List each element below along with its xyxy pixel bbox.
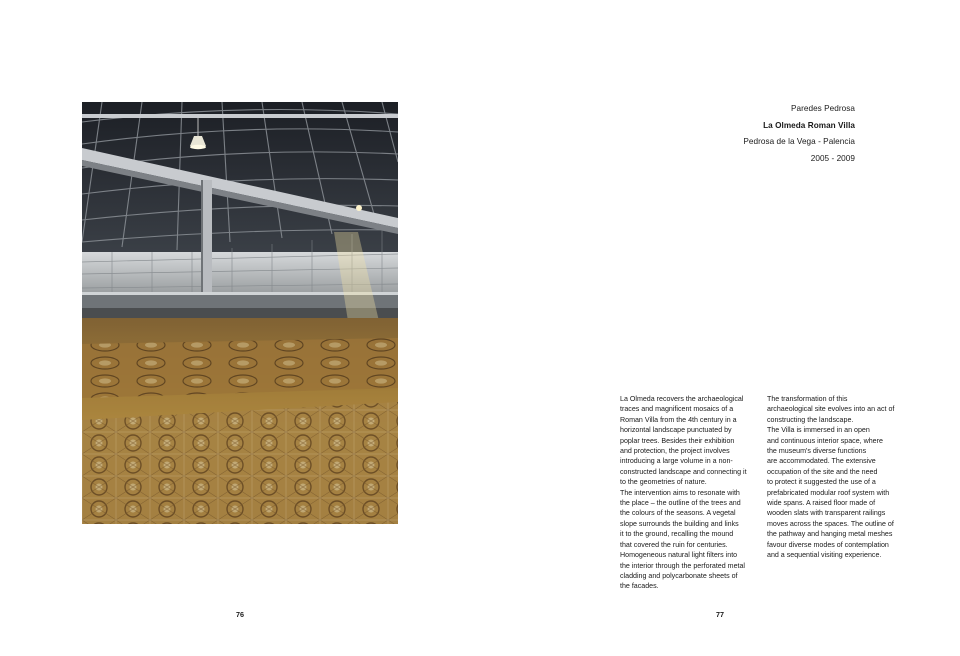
architect-name: Paredes Pedrosa: [790, 104, 855, 113]
project-years: 2005 - 2009: [810, 153, 855, 163]
body-text-column-2: The transformation of this archaeological site evolves into an act of constructing the landscape. The Villa is immersed in an open and continuous interior space, where the museum's diverse functions are accommodated. The extensive occupation of the site and the need to protect it suggested the use of a prefabricated modular roof system with wide spans. A raised floor made of wooden slats with transparent railings moves across the spaces. The outline of the pathway and hanging metal meshes favour diverse modes of contemplation and a sequential visiting experience.: [767, 395, 895, 560]
page-number-right: 77: [716, 610, 724, 619]
project-location: Pedrosa de la Vega - Palencia: [743, 137, 855, 147]
body-text-column-1: La Olmeda recovers the archaeological traces and magnificent mosaics of a Roman Villa from the 4th century in a horizontal landscape punctuated by poplar trees. Besides their exhibition and protection, the project involves introducing a large volume in a non- constructed landscape and connecting it to the geometries of nature. The intervention aims to resonate with the place – the outline of the trees and the colours of the seasons. A vegetal slope surrounds the building and links it to the ground, recalling the mound that covered the ruin for centuries. Homogeneous natural light filters into the interior through the perforated metal cladding and polycarbonate sheets of the facades.: [620, 395, 747, 591]
project-header: [615, 101, 855, 167]
project-title: La Olmeda Roman Villa: [763, 120, 855, 130]
museum-interior-image: [82, 102, 398, 524]
interior-photo: [82, 102, 398, 524]
page-number-left: 76: [236, 610, 244, 619]
